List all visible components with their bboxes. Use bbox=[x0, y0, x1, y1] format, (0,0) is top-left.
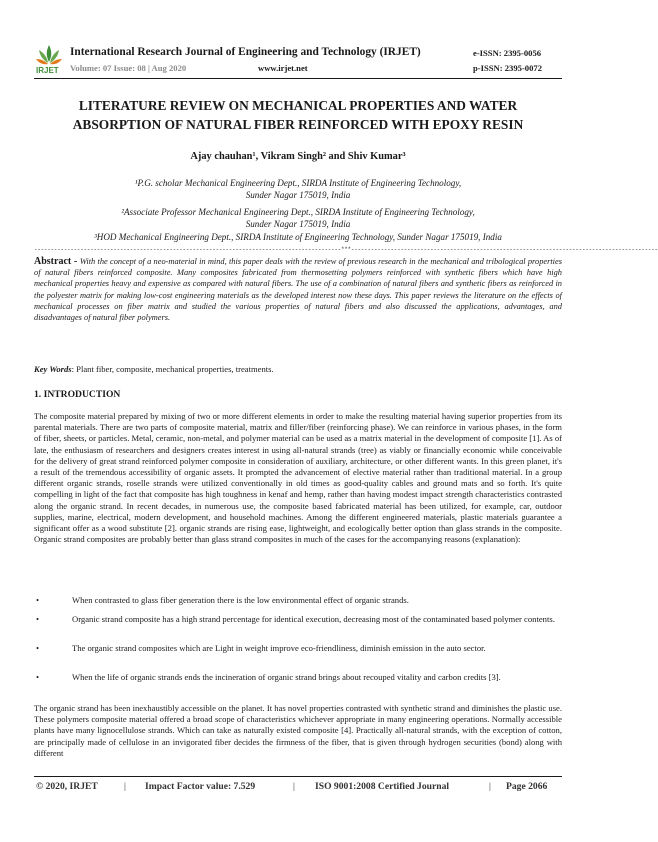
footer-impact-factor: Impact Factor value: 7.529 bbox=[145, 781, 256, 792]
journal-logo bbox=[34, 42, 64, 80]
abstract bbox=[34, 256, 562, 323]
affiliation-1-line-1: ¹P.G. scholar Mechanical Engineering Dept., SIRDA Institute of Engineering Technology, bbox=[134, 178, 462, 188]
article-title bbox=[34, 96, 562, 134]
title-line-1: LITERATURE REVIEW ON MECHANICAL PROPERTIES AND WATER bbox=[78, 98, 518, 113]
footer-separator: | bbox=[124, 781, 126, 792]
affiliation-2-line-1: ²Associate Professor Mechanical Engineering Dept., SIRDA Institute of Engineering Technology, bbox=[121, 207, 475, 217]
footer-page-number: Page 2066 bbox=[506, 781, 548, 792]
bullet-icon: • bbox=[36, 614, 40, 624]
list-item-text: Organic strand composite has a high strand percentage for identical execution, decreasing most of the contaminated based polymer contents. bbox=[72, 614, 555, 624]
list-item-text: The organic strand composites which are Light in weight improve eco-friendliness, diminish emission in the auto sector. bbox=[72, 643, 486, 653]
affiliation-1 bbox=[34, 178, 562, 201]
p-issn: p-ISSN: 2395-0072 bbox=[473, 63, 542, 73]
title-line-2: ABSORPTION OF NATURAL FIBER REINFORCED WITH EPOXY RESIN bbox=[72, 117, 524, 132]
logo-text: IRJET bbox=[36, 66, 59, 75]
e-issn: e-ISSN: 2395-0056 bbox=[473, 48, 542, 58]
volume-issue: Volume: 07 Issue: 08 | Aug 2020 bbox=[70, 63, 187, 73]
keywords bbox=[34, 364, 562, 374]
footer-iso: ISO 9001:2008 Certified Journal bbox=[315, 781, 450, 792]
footer-copyright: © 2020, IRJET bbox=[36, 781, 98, 792]
footer-separator: | bbox=[489, 781, 491, 792]
bullet-icon: • bbox=[36, 643, 40, 653]
footer-separator: | bbox=[293, 781, 295, 792]
header-divider bbox=[34, 78, 562, 79]
abstract-label: Abstract - bbox=[34, 256, 80, 267]
bullet-icon: • bbox=[36, 672, 40, 682]
keywords-text: : Plant fiber, composite, mechanical properties, treatments. bbox=[71, 364, 274, 374]
keywords-label: Key Words bbox=[34, 364, 72, 374]
bullet-icon: • bbox=[36, 595, 40, 605]
journal-title: International Research Journal of Engineering and Technology (IRJET) bbox=[70, 46, 421, 58]
paragraph-2: The organic strand has been inexhaustibly accessible on the planet. It has novel properties contrasted with synthetic strand and diminishes the plastic use. These polymers composite material offered a broad scope of characteristics whichever appropriate in many engineering operations. Normally accessible plants have many lignocellulose strands. Which can take as naturally existed composite [4]. Practically all-natural strands, with the exception of cotton, are principally made of cellulose in an invigorated fiber decides the firmness of the fiber, that is given through hydrogen securities (bond) along with different bbox=[34, 703, 562, 758]
abstract-text: With the concept of a neo-material in mind, this paper deals with the review of previous research in the mechanical and tribological properties of natural fibers reinforced composite. Many composites fabricated from thermosetting polymers reinforced with synthetic fibers which have high mechanical properties heavy and expensive as compared with natural fibers. The use of a combination of natural fibers and synthetic fibers as reinforced in the polyester matrix for making low-cost engineering materials as the developed interest now these days. This paper reviews the literature on the effects of mechanical processes on fiber matrix and studied the various properties of natural fibers and also discussed the applications, advantages, and disadvantages of natural fiber polymers. bbox=[34, 257, 562, 323]
affiliation-1-line-2: Sunder Nagar 175019, India bbox=[245, 189, 351, 200]
affiliation-2-line-2: Sunder Nagar 175019, India bbox=[245, 218, 351, 229]
section-separator: ---------------------------------------------------------------------------------------------***--------------------------------------------------------------------------------------------- bbox=[34, 246, 658, 253]
affiliation-3: ³HOD Mechanical Engineering Dept., SIRDA Institute of Engineering Technology, Sunder Nagar 175019, India bbox=[94, 232, 502, 242]
section-heading-introduction: 1. INTRODUCTION bbox=[34, 389, 121, 400]
intro-paragraph: The composite material prepared by mixing of two or more different elements in order to make the resulting material having superior properties from its parental materials. There are two parts of composite material, matrix and filler/fiber (reinforcing phase). We can reinforce in various phases, in the form of fiber, sheets, or particles. Metal, ceramic, non-metal, and polymer material can be used as a matrix material in the development of composite [1]. As of late, the enthusiasm of researchers and designers creates interest in using all-natural strands (tree) as viably or financially economic while conceivable for the delivery of great strand reinforced polymer composite in consideration of auxiliary, architecture, or other different wants. In this green planet, it's a result of the tremendous accessibility of organic assets. It prompted the advancement of elective material rather than traditional material. In a group different organic strands, roselle strands were utilized conventionally in old times as good-quality cables and ground mats and so forth. It's quite compelling in light of the fact that composite has high toughness in kenaf and hemp, rather than having modest impact strength characteristics contrasted along the organic strand. In recent decades, in numerous use, the composite based fabricated material has been utilized, for example, car, outdoor supplies, marine, electrical, modern development, and household machines. Among the different engineered materials, plastic materials guarantee a significant offer as a wood substitute [2]. organic strands are rising ease, lightweight, and ecologically better option than glass strands in the composite. Organic strand composites are probably better than glass strand composites in much of the cases for the accompanying reasons (explanation): bbox=[34, 411, 562, 545]
authors: Ajay chauhan¹, Vikram Singh² and Shiv Kumar³ bbox=[190, 151, 406, 162]
footer-divider bbox=[34, 776, 562, 777]
list-item-text: When the life of organic strands ends the incineration of organic strand brings about recouped vitality and carbon credits [3]. bbox=[72, 672, 501, 682]
journal-website[interactable]: www.irjet.net bbox=[258, 63, 308, 73]
affiliation-2 bbox=[34, 207, 562, 230]
list-item-text: When contrasted to glass fiber generation there is the low environmental effect of organic strands. bbox=[72, 595, 409, 605]
